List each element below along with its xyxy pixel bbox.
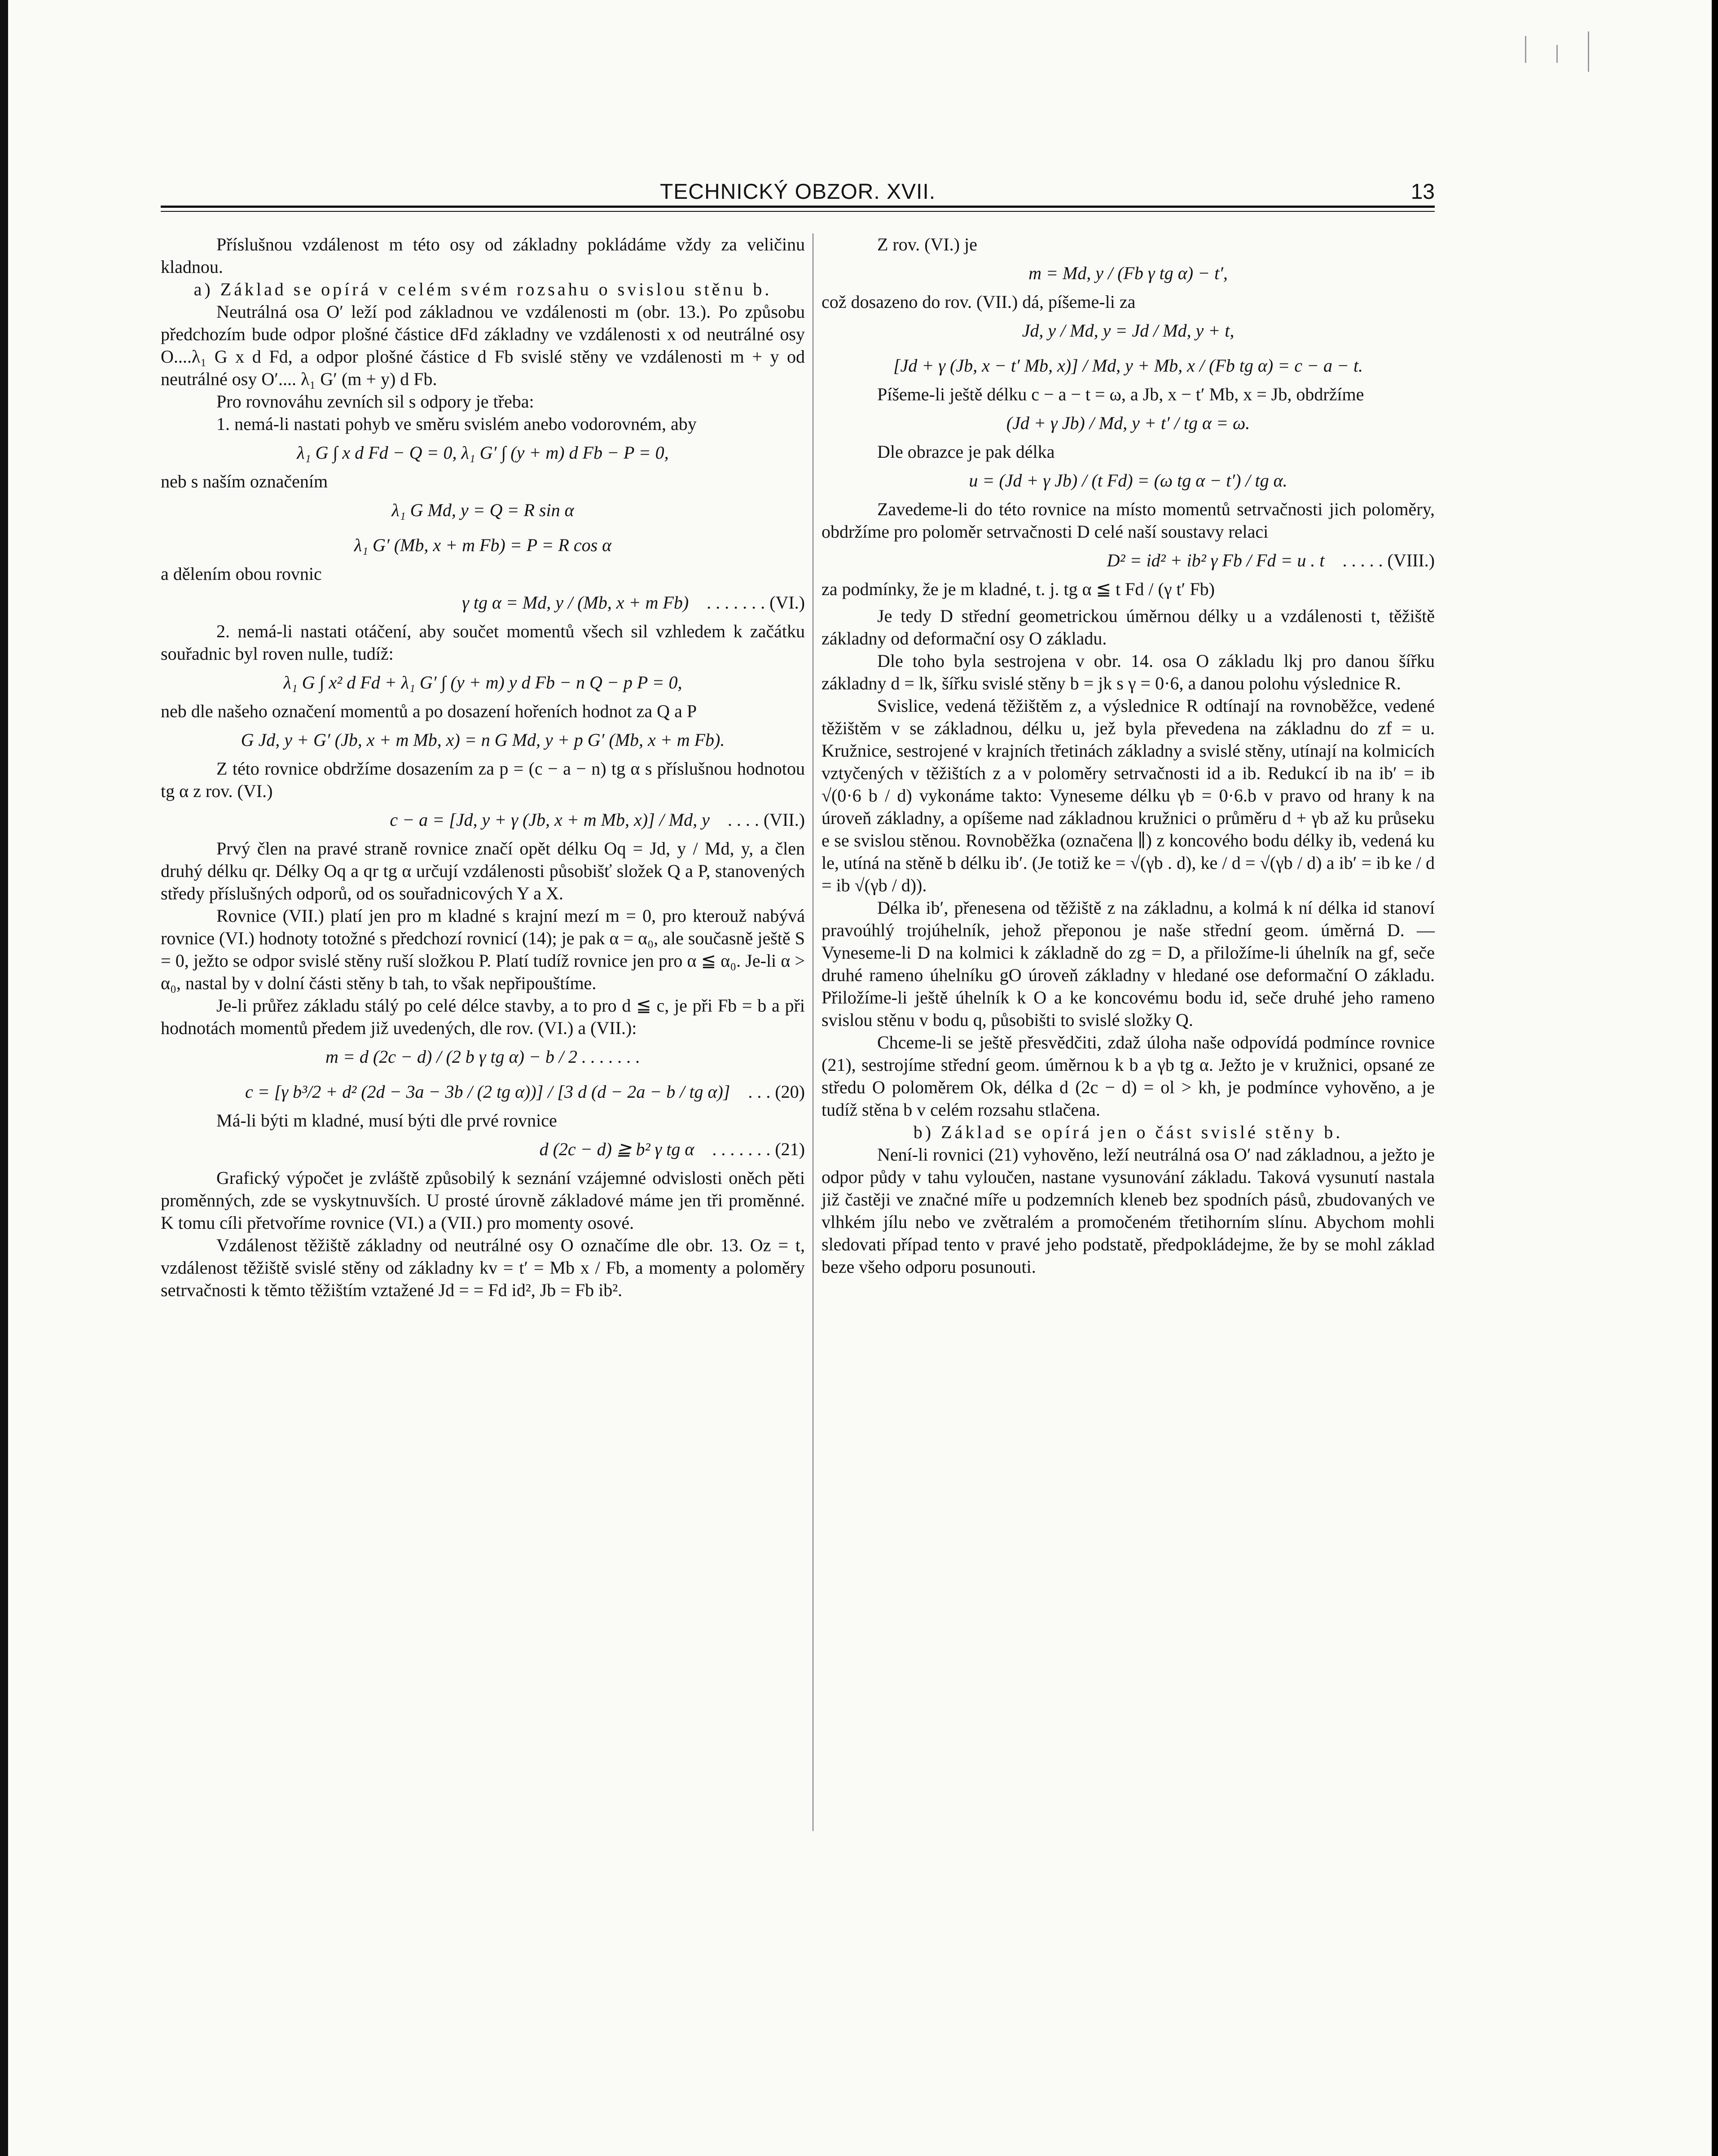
- paragraph: Svislice, vedená těžištěm z, a výslednice R odtínají na rovnoběžce, vedené těžištěm v se základnou, délku u, jež byla převedena na základnu do zf = u. Kružnice, sestrojené v krajních třetinách základny a svislé stěny, utínají na kolmicích vztyčených v těžištích z a v poloměry setrvačnosti id a ib. Redukcí ib na ib′ = ib √(0·6 b / d) vykonáme takto: Vyneseme délku γb = 0·6.b v pravo od hrany k na úroveň základny, a opíšeme nad základnou kružnici o průměru d + γb až ku průseku e se svislou stěnou. Rovnoběžka (označena ∥) z koncového bodu délky ib, vedená ku le, utíná na stěně b délku ib′. (Je totiž ke = √(γb . d), ke / d = √(γb / d) a ib′ = ib ke / d = ib √(γb / d)).: [822, 696, 1435, 895]
- left-column: [161, 233, 805, 1301]
- equation: λ₁ G ∫ x² d Fd + λ₁ G′ ∫ (y + m) y d Fb − n Q − p P = 0,: [283, 672, 682, 692]
- scan-artifact: [1520, 31, 1610, 85]
- paragraph: Příslušnou vzdálenost m této osy od základny pokládáme vždy za veličinu kladnou.: [161, 234, 805, 277]
- paragraph: Není-li rovnici (21) vyhověno, leží neutrálná osa O′ nad základnou, a ježto je odpor půdy v tahu vyloučen, nastane vysunování základu. Taková vysunutí nastala již častěji ve značné míře u podzemních klenеb bez spodních pásů, zbudovaných ve vlhkém jílu nebo ve zvětralém a promočeném třetihorním slínu. Abychom mohli sledovati případ tento v pravé jeho podstatě, předpokládejme, že by se mohl základ beze všeho odporu posunouti.: [822, 1144, 1435, 1277]
- paragraph: Dle obrazce je pak délka: [877, 442, 1055, 462]
- right-column: [822, 233, 1435, 1278]
- equation: m = Md, y / (Fb γ tg α) − t′,: [1028, 263, 1228, 283]
- equation-body: c − a = [Jd, y + γ (Jb, x + m Mb, x)] / Md, y: [390, 810, 710, 830]
- section-heading-b: b) Základ se opírá jen o část svislé stěny b.: [913, 1122, 1343, 1142]
- equation-body: d (2c − d) ≧ b² γ tg α: [539, 1139, 694, 1159]
- equation-vi: [161, 585, 805, 620]
- paragraph: a dělením obou rovnic: [161, 564, 322, 584]
- equation-number: . . . (20): [748, 1082, 805, 1102]
- equation: m = d (2c − d) / (2 b γ tg α) − b / 2 . . . . . . .: [325, 1047, 640, 1067]
- equation: λ₁ G′ (Mb, x + m Fb) = P = R cos α: [354, 535, 612, 555]
- paragraph: Je tedy D střední geometrickou úměrnou délky u a vzdálenosti t, těžiště základny od deformační osy O základu.: [822, 606, 1435, 649]
- equation-body: D² = id² + ib² γ Fb / Fd = u . t: [1107, 550, 1325, 570]
- paragraph: za podmínky, že je m kladné, t. j. tg α ≦ t Fd / (γ t′ Fb): [822, 579, 1215, 599]
- paragraph: Grafický výpočet je zvláště způsobilý k seznání vzájemné odvislosti oněch pěti proměnných, zde se vyskytnuvších. U prosté úrovně základové máme jen tři proměnné. K tomu cíli přetvoříme rovnice (VI.) a (VII.) pro momenty osové.: [161, 1168, 805, 1233]
- paragraph: Rovnice (VII.) platí jen pro m kladné s krajní mezí m = 0, pro kterouž nabývá rovnice (VI.) hodnoty totožné s předchozí rovnicí (14); je pak α = α₀, ale současně ještě S = 0, ježto se odpor svislé stěny ruší složkou P. Platí tudíž rovnice jen pro α ≦ α₀. Je-li α > α₀, nastal by v dolní části stěny b tah, to však nepřipouštíme.: [161, 906, 805, 993]
- paragraph: Dle toho byla sestrojena v obr. 14. osa O základu lkj pro danou šířku základny d = lk, šířku svislé stěny b = jk s γ = 0·6, a danou polohu výslednice R.: [822, 651, 1435, 693]
- page-number: 13: [1410, 180, 1435, 204]
- paragraph: 1. nemá-li nastati pohyb ve směru svislém anebo vodorovném, aby: [216, 414, 697, 434]
- equation: [Jd + γ (Jb, x − t′ Mb, x)] / Md, y + Mb, x / (Fb tg α) = c − a − t.: [893, 355, 1363, 376]
- equation: G Jd, y + G′ (Jb, x + m Mb, x) = n G Md, y + p G′ (Mb, x + m Fb).: [241, 730, 725, 750]
- equation: λ₁ G Md, y = Q = R sin α: [391, 500, 574, 520]
- paragraph: Je-li průřez základu stálý po celé délce stavby, a to pro d ≦ c, je při Fb = b a při hodnotách momentů předem již uvedených, dle rov. (VI.) a (VII.):: [161, 995, 805, 1038]
- paragraph: Prvý člen na pravé straně rovnice značí opět délku Oq = Jd, y / Md, y, a člen druhý délku qr. Délky Oq a qr tg α určují vzdálenosti působišť složek Q a P, stanovených středy příslušných odporů, od os souřadnicových Y a X.: [161, 838, 805, 903]
- equation-body: c = [γ b³/2 + d² (2d − 3a − 3b / (2 tg α))] / [3 d (d − 2a − b / tg α)]: [245, 1082, 730, 1102]
- paragraph: 2. nemá-li nastati otáčení, aby součet momentů všech sil vzhledem k začátku souřadnic byl roven nulle, tudíž:: [161, 621, 805, 664]
- paragraph: Chceme-li se ještě přesvědčiti, zdaž úloha naše odpovídá podmínce rovnice (21), sestrojíme střední geom. úměrnou k b a γb tg α. Ježto je v kružnici, opsané ze středu O poloměrem Ok, délka d (2c − d) = ol > kh, je podmínce vyhověno, a je tudíž stěna b v celém rozsahu stlačena.: [822, 1032, 1435, 1120]
- header-rule: [161, 206, 1435, 212]
- page-header: [161, 179, 1435, 206]
- equation-number: . . . . . . . (21): [712, 1139, 805, 1159]
- equation-20: [161, 1074, 805, 1109]
- equation: (Jd + γ Jb) / Md, y + t′ / tg α = ω.: [1006, 413, 1250, 433]
- equation-number: . . . . (VII.): [727, 810, 805, 830]
- paragraph: Z této rovnice obdržíme dosazením za p = (c − a − n) tg α s příslušnou hodnotou tg α z rov. (VI.): [161, 758, 805, 801]
- paragraph: Neutrálná osa O′ leží pod základnou ve vzdálenosti m (obr. 13.). Po způsobu předchozím bude odpor plošné částice dFd základny ve vzdálenosti x od neutrálné osy O....λ₁ G x d Fd, a odpor plošné částice d Fb svislé stěny ve vzdálenosti m + y od neutrálné osy O′.... λ₁ G′ (m + y) d Fb.: [161, 302, 805, 389]
- paragraph: neb s naším označením: [161, 471, 328, 491]
- equation-number: . . . . . (VIII.): [1342, 550, 1435, 570]
- paragraph: Píšeme-li ještě délku c − a − t = ω, a Jb, x − t′ Mb, x = Jb, obdržíme: [877, 384, 1364, 404]
- paragraph: Zavedeme-li do této rovnice na místo momentů setrvačnosti jich poloměry, obdržíme pro poloměr setrvačnosti D celé naší soustavy relaci: [822, 499, 1435, 542]
- equation: u = (Jd + γ Jb) / (t Fd) = (ω tg α − t′) / tg α.: [969, 470, 1287, 491]
- equation-body: γ tg α = Md, y / (Mb, x + m Fb): [462, 592, 689, 613]
- paragraph: Pro rovnováhu zevních sil s odpory je třeba:: [216, 391, 534, 412]
- equation: λ₁ G ∫ x d Fd − Q = 0, λ₁ G′ ∫ (y + m) d Fb − P = 0,: [297, 443, 669, 463]
- equation-21: [161, 1132, 805, 1167]
- paragraph: Vzdálenost těžiště základny od neutrálné osy O označíme dle obr. 13. Oz = t, vzdálenost těžiště svislé stěny od základny kv = t′ = Mb x / Fb, a momenty a poloměry setrvačnosti k těmto těžištím vztažené Jd = = Fd id², Jb = Fb ib².: [161, 1235, 805, 1300]
- paragraph: neb dle našeho označení momentů a po dosazení hořeních hodnot za Q a P: [161, 701, 697, 721]
- equation-number: . . . . . . . (VI.): [707, 592, 805, 613]
- paragraph: Délka ib′, přenesena od těžiště z na základnu, a kolmá k ní délka id stanoví pravoúhlý trojúhelník, jehož přeponou je naše střední geom. úměrná D. — Vyneseme-li D na kolmici k základně do zg = D, a přiložíme-li úhelník na gf, seče druhé rameno úhelníku gO úroveň základny v hledané ose deformační O základu. Přiložíme-li ještě úhelník k O a ke koncovému bodu id, seče druhé jeho rameno svislou stěnu v bodu q, působišti to svislé složky Q.: [822, 898, 1435, 1030]
- paragraph: Z rov. (VI.) je: [877, 234, 977, 254]
- equation-viii: [822, 543, 1435, 578]
- paragraph: Má-li býti m kladné, musí býti dle prvé rovnice: [216, 1110, 557, 1131]
- section-heading-a: a) Základ se opírá v celém svém rozsahu o svislou stěnu b.: [193, 279, 772, 299]
- equation: Jd, y / Md, y = Jd / Md, y + t,: [1022, 320, 1235, 341]
- paragraph: což dosazeno do rov. (VII.) dá, píšeme-li za: [822, 292, 1136, 312]
- journal-title: TECHNICKÝ OBZOR. XVII.: [659, 180, 936, 204]
- equation-vii: [161, 802, 805, 837]
